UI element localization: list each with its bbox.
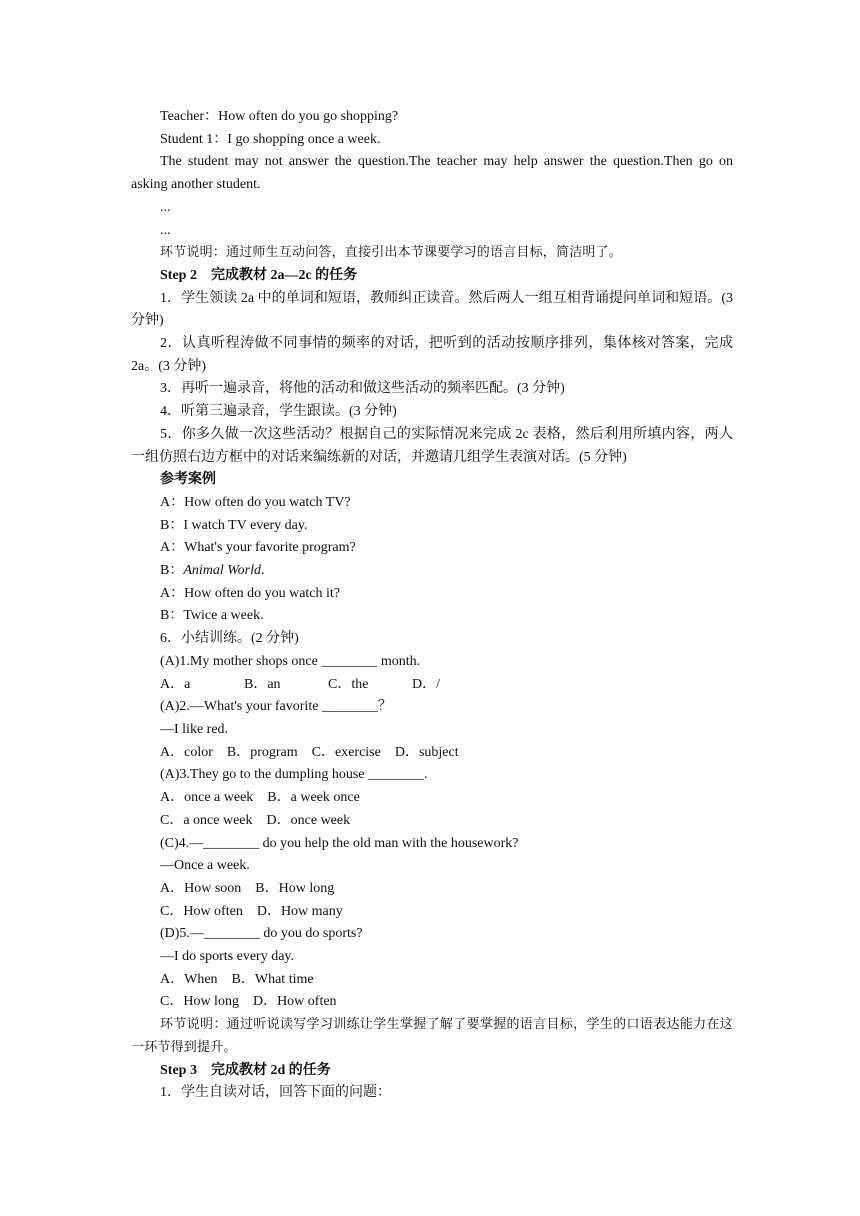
question-3: (A)3.They go to the dumpling house ________. (160, 767, 428, 783)
step2-title: 完成教材 2a—2c 的任务 (210, 267, 358, 283)
step2-item-2: 2．认真听程涛做不同事情的频率的对话，把听到的活动按顺序排列，集体核对答案，完成 2a。(3 分钟) (131, 336, 733, 374)
practice-label: 6．小结训练。(2 分钟) (160, 631, 299, 647)
step3-label: Step 3 (160, 1062, 197, 1078)
option: C．How often (160, 903, 243, 919)
question-1-options (131, 674, 733, 697)
question-5-reply: —I do sports every day. (160, 949, 295, 965)
teacher-question: Teacher：How often do you go shopping? (160, 109, 399, 124)
section-note: 环节说明：通过师生互动问答，直接引出本节课要学习的语言目标，简洁明了。 (160, 245, 623, 261)
question-2-options (131, 742, 733, 765)
dialogue-line: A：What's your favorite program? (160, 540, 356, 556)
option: B．a week once (267, 790, 360, 806)
ellipsis: ... (160, 199, 171, 215)
step3-title: 完成教材 2d 的任务 (210, 1062, 331, 1078)
option: A．once a week (160, 790, 254, 806)
question-5-options (131, 991, 733, 1014)
option: D．subject (394, 744, 459, 760)
punctuation: . (261, 563, 265, 579)
option: B．program (226, 744, 298, 760)
dialogue-line: B：Twice a week. (160, 608, 264, 624)
option: D．/ (412, 676, 440, 692)
question-1: (A)1.My mother shops once ________ month. (160, 653, 421, 669)
ellipsis: ... (160, 222, 171, 238)
dialogue-line: A：How often do you watch TV? (160, 494, 351, 510)
option: A．color (160, 744, 213, 760)
option: B．What time (231, 971, 314, 987)
step2-label: Step 2 (160, 267, 197, 283)
option: A．When (160, 971, 218, 987)
option: A．a (160, 676, 191, 692)
student-answer: Student 1：I go shopping once a week. (160, 131, 381, 147)
step2-item-3: 3．再听一遍录音，将他的活动和做这些活动的频率匹配。(3 分钟) (160, 381, 565, 397)
section-note: 环节说明：通过听说读写学习训练让学生掌握了解了要掌握的语言目标，学生的口语表达能力在这一环节得到提升。 (131, 1017, 733, 1055)
option: B．How long (255, 880, 335, 896)
document-body (131, 106, 733, 1105)
option: C．exercise (311, 744, 381, 760)
option: C．the (328, 676, 369, 692)
option: D．once week (266, 812, 351, 828)
step2-item-5: 5．你多久做一次这些活动？根据自己的实际情况来完成 2c 表格，然后利用所填内容，两人一组仿照右边方框中的对话来编练新的对话，并邀请几组学生表演对话。(5 分钟) (131, 426, 733, 465)
option: D．How often (252, 994, 337, 1010)
dialogue-line: B：I watch TV every day. (160, 517, 308, 533)
question-4: (C)4.—________ do you help the old man with the housework? (160, 835, 519, 851)
step3-heading (131, 1060, 733, 1083)
option: D．How many (256, 903, 343, 919)
question-4-options (131, 901, 733, 924)
program-title: Animal World (183, 563, 261, 579)
option: A．How soon (160, 880, 242, 896)
question-5-options (131, 969, 733, 992)
step2-heading (131, 265, 733, 288)
dialogue-line (131, 560, 733, 583)
speaker-prefix: B： (160, 563, 184, 579)
step3-item-1: 1．学生自读对话，回答下面的问题： (160, 1085, 391, 1101)
option: B．an (244, 676, 281, 692)
step2-item-4: 4．听第三遍录音，学生跟读。(3 分钟) (160, 404, 397, 420)
question-2-reply: —I like red. (160, 721, 229, 737)
question-3-options (131, 787, 733, 810)
question-5: (D)5.—________ do you do sports? (160, 926, 363, 942)
dialogue-line: A：How often do you watch it? (160, 585, 341, 601)
question-4-options (131, 878, 733, 901)
option: C．a once week (160, 812, 253, 828)
instruction-paragraph: The student may not answer the question.The teacher may help answer the question.Then go on asking another student. (131, 154, 733, 193)
reference-label: 参考案例 (160, 472, 216, 488)
option: C．How long (160, 994, 239, 1010)
question-2: (A)2.—What's your favorite ________？ (160, 699, 392, 715)
question-3-options (131, 810, 733, 833)
step2-item-1: 1．学生领读 2a 中的单词和短语，教师纠正读音。然后两人一组互相背诵提问单词和短语。(3 分钟) (131, 290, 733, 329)
question-4-reply: —Once a week. (160, 858, 250, 874)
